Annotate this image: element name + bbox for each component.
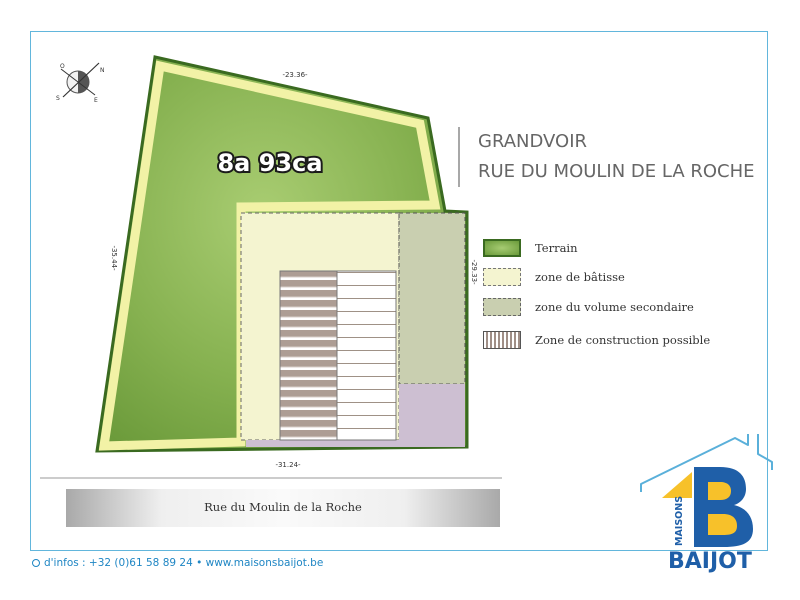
dimension-right: -29.33- [470,259,478,285]
dimension-left: -35.44- [110,245,118,271]
dimension-top: -23.36- [282,71,308,79]
contact-text: d'infos : +32 (0)61 58 89 24 • www.maisonsbaijot.be [44,557,324,569]
volume-secondaire-swatch-icon [483,298,521,316]
zone-construction-possible [280,271,396,440]
maisons-baijot-logo[interactable] [638,434,778,574]
b-letter-icon [694,467,753,547]
zone-volume-secondaire [399,213,465,384]
dimension-bottom: -31.24- [275,461,301,469]
compass-north: N [100,67,105,74]
legend-label: Zone de construction possible [535,333,711,347]
street-label: Rue du Moulin de la Roche [204,500,362,514]
compass-rose-icon [56,63,105,104]
compass-west: O [60,63,65,70]
construction-possible-swatch-icon [483,331,521,349]
project-subtitle: RUE DU MOULIN DE LA ROCHE [478,161,755,182]
plot-area-label: 8a 93ca [217,149,323,177]
batisse-swatch-icon [483,268,521,286]
project-title: GRANDVOIR [478,131,588,152]
logo-side-text: MAISONS [674,495,685,546]
legend-label: zone du volume secondaire [535,300,694,314]
contact-info[interactable] [32,557,323,569]
terrain-swatch-icon [483,239,521,257]
legend-label: Terrain [535,241,578,255]
legend-label: zone de bâtisse [535,270,625,284]
yellow-roof-icon [662,472,692,498]
info-bullet-icon [32,559,40,567]
logo-brand: BAIJOT [668,549,752,574]
title-block [458,127,755,187]
compass-south: S [56,95,60,102]
compass-east: E [94,97,98,104]
street-band [66,489,500,527]
